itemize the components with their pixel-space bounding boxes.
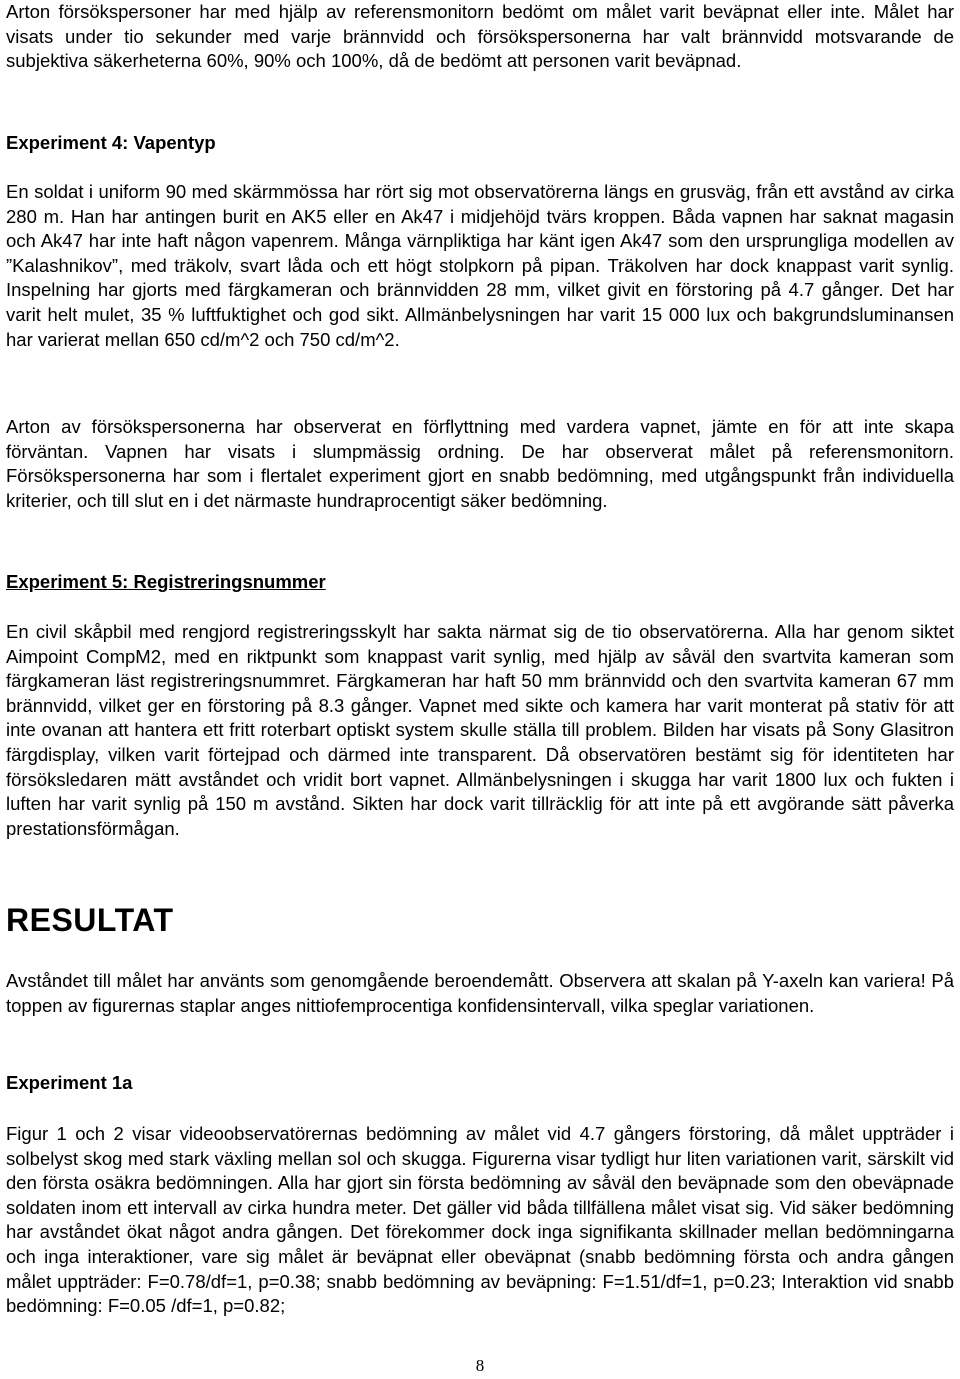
experiment-1a-heading: Experiment 1a [6, 1072, 133, 1093]
resultat-paragraph: Avståndet till målet har använts som genomgående beroendemått. Observera att skalan på Y-axeln kan variera! På toppen av figurernas staplar anges nittiofemprocentiga konfidensintervall, vilka speglar variationen. [6, 970, 954, 1016]
experiment-1a-paragraph: Figur 1 och 2 visar videoobservatörernas bedömning av målet vid 4.7 gångers förstoring, då målet uppträder i solbelyst skog med stark växling mellan sol och skugga. Figurerna visar tydligt hur liten variationen varit, särskilt vid den första osäkra bedömningen. Alla har gjort sin första bedömning av såväl den beväpnade som den obeväpnade soldaten inom ett intervall av cirka hundra meter. Det gäller vid båda tillfällena målet visat sig. Vid säker bedömning har avståndet ökat något andra gången. Det förekommer dock inga signifikanta skillnader mellan bedömningarna och inga interaktioner, vare sig målet är beväpnat eller obeväpnat (snabb bedömning första och andra gången målet uppträder: F=0.78/df=1, p=0.38; snabb bedömning av beväpning: F=1.51/df=1, p=0.23; Interaktion vid snabb bedömning: F=0.05 /df=1, p=0.82; [6, 1123, 954, 1317]
resultat-heading: RESULTAT [6, 902, 174, 938]
experiment-4-heading: Experiment 4: Vapentyp [6, 132, 216, 153]
experiment-4-paragraph-2: Arton av försökspersonerna har observerat en förflyttning med vardera vapnet, jämte en för att inte skapa förväntan. Vapnen har visats i slumpmässig ordning. De har observerat målet på referensmonitorn. Försökspersonerna har som i flertalet experiment gjort en snabb bedömning, med utgångspunkt från individuella kriterier, och till slut en i det närmaste hundraprocentigt säker bedömning. [6, 416, 954, 511]
page-number: 8 [475, 1356, 485, 1375]
experiment-5-paragraph: En civil skåpbil med rengjord registreringsskylt har sakta närmat sig de tio observatörerna. Alla har genom siktet Aimpoint CompM2, med en riktpunkt som knappast varit synlig, med hjälp av såväl den svartvita kameran som färgkameran läst registreringsnummret. Färgkameran har haft 50 mm brännvidd och den svartvita kameran 67 mm brännvidd, vilket ger en förstoring på 8.3 gånger. Vapnet med sikte och kamera har varit monterat på stativ för att inte ovanan att hantera ett fritt roterbart optiskt system skulle ställa till problem. Bilden har visats på Sony Glasitron färgdisplay, vilken varit förtejpad och därmed inte transparent. Då observatören bestämt sig för identiteten har försöksledaren mätt avståndet och vridit bort vapnet. Allmänbelysningen i skugga har varit 1800 lux och fukten i luften har varit synlig på 150 m avstånd. Sikten har dock varit tillräcklig för att inte på ett avgörande sätt påverka prestationsförmågan. [6, 621, 954, 839]
intro-paragraph: Arton försökspersoner har med hjälp av referensmonitorn bedömt om målet varit beväpnat eller inte. Målet har visats under tio sekunder med varje brännvidd och försökspersonerna har valt brännvidd motsvarande de subjektiva säkerheterna 60%, 90% och 100%, då de bedömt att personen varit beväpnad. [6, 1, 954, 72]
experiment-5-heading: Experiment 5: Registreringsnummer [6, 571, 326, 592]
experiment-4-paragraph-1: En soldat i uniform 90 med skärmmössa har rört sig mot observatörerna längs en grusväg, från ett avstånd av cirka 280 m. Han har antingen burit en AK5 eller en Ak47 i midjehöjd tvärs kroppen. Båda vapnen har saknat magasin och Ak47 har inte haft någon vapenrem. Många värnpliktiga har känt igen Ak47 som den ursprungliga modellen av ”Kalashnikov”, med träkolv, svart låda och ett högt stolpkorn på pipan. Träkolven har dock knappast varit synlig. Inspelning har gjorts med färgkameran och brännvidden 28 mm, vilket givit en förstoring på 4.7 gånger. Det har varit helt mulet, 35 % luftfuktighet och god sikt. Allmänbelysningen har varit 15 000 lux och bakgrundsluminansen har varierat mellan 650 cd/m^2 och 750 cd/m^2. [6, 181, 954, 350]
